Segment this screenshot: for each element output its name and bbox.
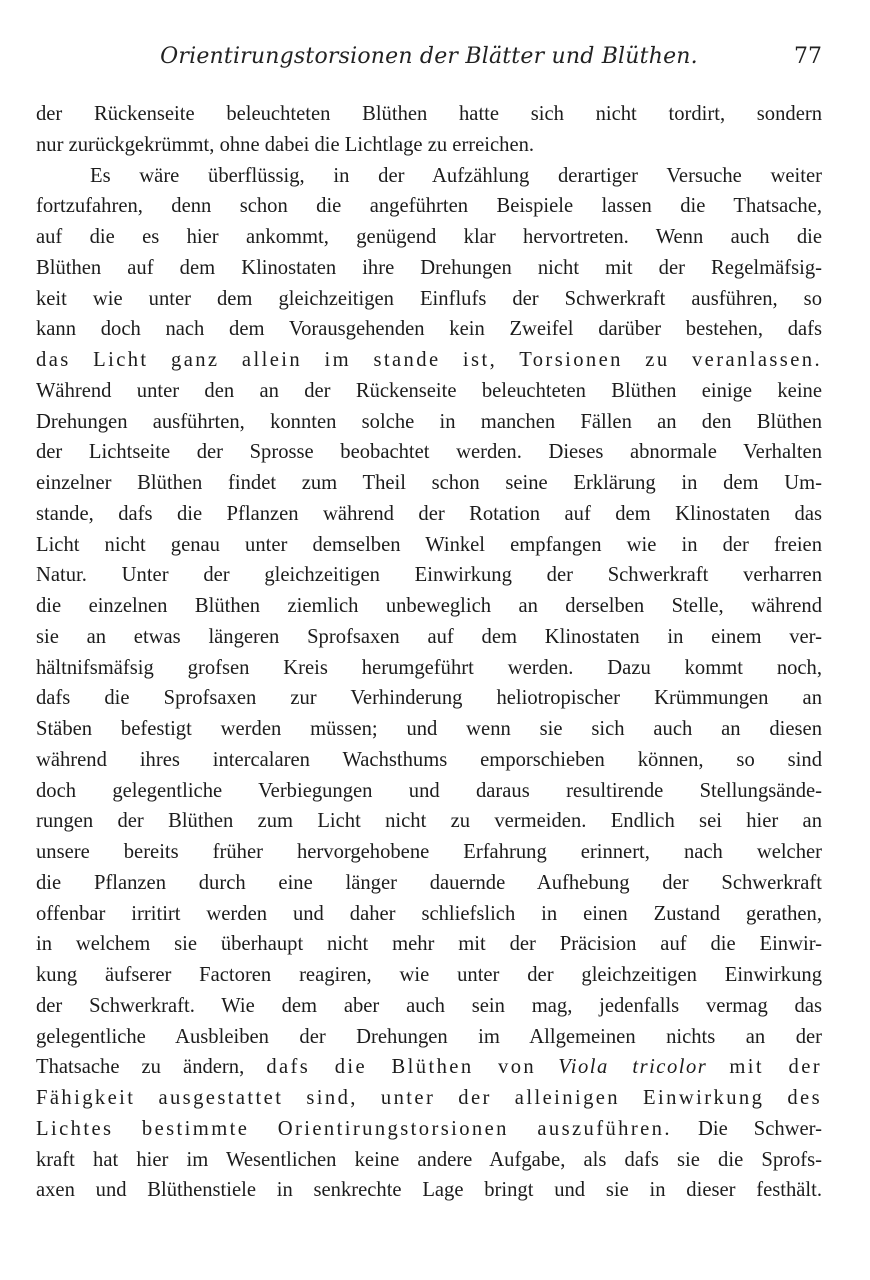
text-line: in welchem sie überhaupt nicht mehr mit der Präcision auf die Einwir- [36,933,822,956]
text-line: kann doch nach dem Vorausgehenden kein Zweifel darüber bestehen, dafs [36,318,822,341]
text-line-mixed [36,1114,822,1145]
paragraph-start-line: Es wäre überflüssig, in der Aufzählung derartiger Versuche weiter [90,164,822,187]
text-line: Natur. Unter der gleichzeitigen Einwirkung der Schwerkraft verharren [36,564,822,587]
text-line: offenbar irritirt werden und daher schliefslich in einen Zustand gerathen, [36,902,822,925]
text-line: die einzelnen Blüthen ziemlich unbeweglich an derselben Stelle, während [36,595,822,617]
text-line: sie an etwas längeren Sprofsaxen auf dem Klinostaten in einem ver- [36,625,822,648]
text-line: keit wie unter dem gleichzeitigen Einflufs der Schwerkraft ausführen, so [36,287,822,310]
text-line: die Pflanzen durch eine länger dauernde Aufhebung der Schwerkraft [36,871,822,894]
page-header [36,44,822,78]
text-line: Stäben befestigt werden müssen; und wenn sie sich auch an diesen [36,718,822,740]
text-line: auf die es hier ankommt, genügend klar hervortreten. Wenn auch die [36,226,822,248]
emphasized-text-line: das Licht ganz allein im stande ist, Torsionen zu veranlassen. [36,349,822,371]
line-segment: Die Schwer- [697,1117,822,1140]
text-line: einzelner Blüthen findet zum Theil schon seine Erklärung in dem Um- [36,472,822,494]
text-line: nur zurückgekrümmt, ohne dabei die Lichtlage zu erreichen. [36,133,535,156]
line-segment: Thatsache zu ändern, [36,1056,245,1079]
emphasized-text-line: Fähigkeit ausgestattet sind, unter der alleinigen Einwirkung des [36,1087,822,1109]
text-line: dafs die Sprofsaxen zur Verhinderung heliotropischer Krümmungen an [36,687,822,710]
text-line: Während unter den an der Rückenseite beleuchteten Blüthen einige keine [36,379,822,402]
text-line: axen und Blüthenstiele in senkrechte Lage bringt und sie in dieser festhält. [36,1179,822,1202]
text-line: Licht nicht genau unter demselben Winkel empfangen wie in der freien [36,533,822,556]
text-line: kraft hat hier im Wesentlichen keine andere Aufgabe, als dafs sie die Sprofs- [36,1148,822,1171]
text-line: unsere bereits früher hervorgehobene Erfahrung erinnert, nach welcher [36,841,822,863]
emphasized-segment: Lichtes bestimmte Orientirungstorsionen auszuführen. [36,1117,672,1140]
text-line: fortzufahren, denn schon die angeführten Beispiele lassen die Thatsache, [36,195,822,218]
text-line: gelegentliche Ausbleiben der Drehungen im Allgemeinen nichts an der [36,1025,822,1048]
body-text [36,99,822,1206]
text-line: Blüthen auf dem Klinostaten ihre Drehungen nicht mit der Regelmäfsig- [36,256,822,279]
running-title: Orientirungstorsionen der Blätter und Blüthen. [160,44,698,69]
text-line: der Rückenseite beleuchteten Blüthen hatte sich nicht tordirt, sondern [36,103,822,125]
text-line: Drehungen ausführten, konnten solche in manchen Fällen an den Blüthen [36,410,822,433]
text-line: der Lichtseite der Sprosse beobachtet werden. Dieses abnormale Verhalten [36,441,822,464]
species-name: Viola tricolor [558,1056,708,1079]
text-line: während ihres intercalaren Wachsthums emporschieben können, so sind [36,748,822,771]
emphasized-segment: dafs die Blüthen von [266,1056,537,1079]
text-line: doch gelegentliche Verbiegungen und daraus resultirende Stellungsände- [36,779,822,802]
text-line: rungen der Blüthen zum Licht nicht zu vermeiden. Endlich sei hier an [36,810,822,833]
text-line-with-species [36,1052,822,1083]
page-number: 77 [794,44,822,69]
text-line: der Schwerkraft. Wie dem aber auch sein mag, jedenfalls vermag das [36,994,822,1017]
emphasized-segment: mit der [729,1056,822,1079]
text-line: hältnifsmäfsig grofsen Kreis herumgeführt werden. Dazu kommt noch, [36,656,822,679]
text-line: stande, dafs die Pflanzen während der Rotation auf dem Klinostaten das [36,502,822,525]
text-line: kung äufserer Factoren reagiren, wie unter der gleichzeitigen Einwirkung [36,964,822,986]
